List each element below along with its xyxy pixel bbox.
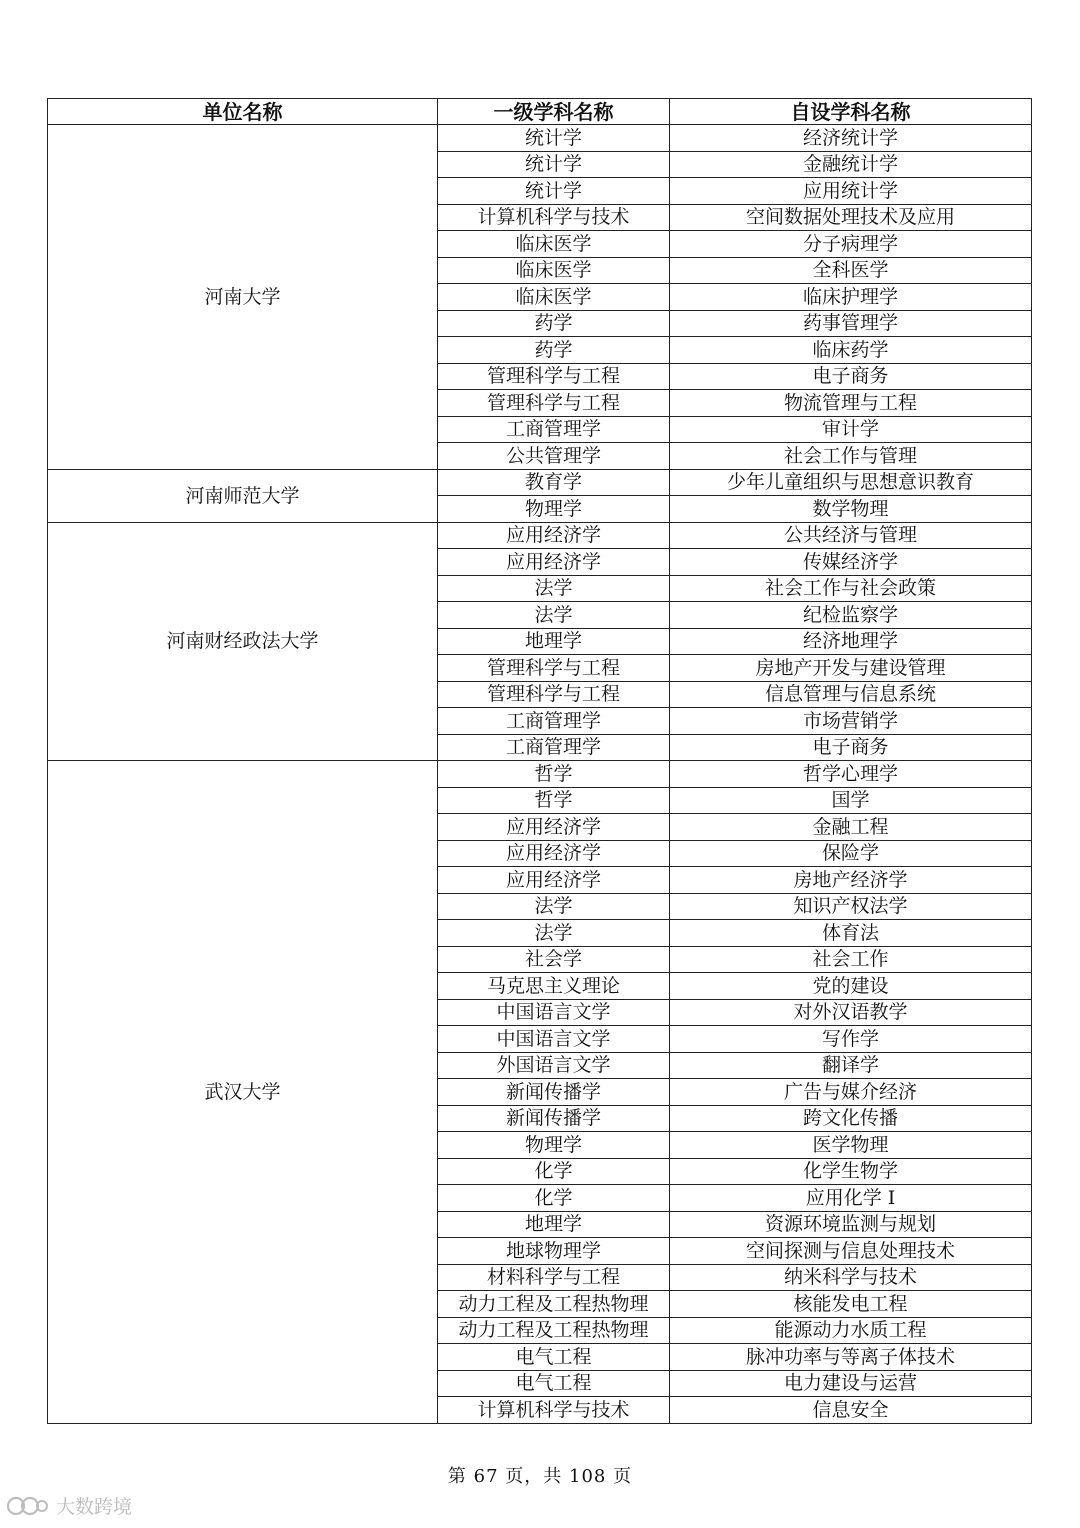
self-set-discipline-cell: 物流管理与工程 bbox=[670, 390, 1032, 417]
self-set-discipline-cell: 电子商务 bbox=[670, 734, 1032, 761]
first-level-discipline-cell: 物理学 bbox=[438, 496, 670, 523]
self-set-discipline-cell: 广告与媒介经济 bbox=[670, 1079, 1032, 1106]
header-row bbox=[48, 99, 1032, 125]
self-set-discipline-cell: 知识产权法学 bbox=[670, 893, 1032, 920]
self-set-discipline-cell: 国学 bbox=[670, 787, 1032, 814]
self-set-discipline-cell: 金融统计学 bbox=[670, 151, 1032, 178]
self-set-discipline-cell: 市场营销学 bbox=[670, 708, 1032, 735]
first-level-discipline-cell: 计算机科学与技术 bbox=[438, 1397, 670, 1424]
first-level-discipline-cell: 社会学 bbox=[438, 946, 670, 973]
first-level-discipline-cell: 统计学 bbox=[438, 178, 670, 205]
first-level-discipline-cell: 管理科学与工程 bbox=[438, 390, 670, 417]
first-level-discipline-cell: 外国语言文学 bbox=[438, 1052, 670, 1079]
unit-name-cell: 河南财经政法大学 bbox=[48, 522, 438, 761]
self-set-discipline-cell: 临床药学 bbox=[670, 337, 1032, 364]
table-row bbox=[48, 125, 1032, 152]
first-level-discipline-cell: 电气工程 bbox=[438, 1344, 670, 1371]
self-set-discipline-cell: 空间数据处理技术及应用 bbox=[670, 204, 1032, 231]
first-level-discipline-cell: 应用经济学 bbox=[438, 814, 670, 841]
first-level-discipline-cell: 应用经济学 bbox=[438, 522, 670, 549]
first-level-discipline-cell: 法学 bbox=[438, 602, 670, 629]
self-set-discipline-cell: 审计学 bbox=[670, 416, 1032, 443]
first-level-discipline-cell: 动力工程及工程热物理 bbox=[438, 1317, 670, 1344]
first-level-discipline-cell: 工商管理学 bbox=[438, 734, 670, 761]
self-set-discipline-cell: 脉冲功率与等离子体技术 bbox=[670, 1344, 1032, 1371]
first-level-discipline-cell: 化学 bbox=[438, 1185, 670, 1212]
first-level-discipline-cell: 统计学 bbox=[438, 151, 670, 178]
self-set-discipline-cell: 经济地理学 bbox=[670, 628, 1032, 655]
self-set-discipline-cell: 传媒经济学 bbox=[670, 549, 1032, 576]
header-first-level-discipline: 一级学科名称 bbox=[438, 99, 670, 125]
first-level-discipline-cell: 药学 bbox=[438, 337, 670, 364]
first-level-discipline-cell: 临床医学 bbox=[438, 257, 670, 284]
first-level-discipline-cell: 中国语言文学 bbox=[438, 999, 670, 1026]
first-level-discipline-cell: 地理学 bbox=[438, 628, 670, 655]
self-set-discipline-cell: 临床护理学 bbox=[670, 284, 1032, 311]
self-set-discipline-cell: 信息安全 bbox=[670, 1397, 1032, 1424]
self-set-discipline-cell: 医学物理 bbox=[670, 1132, 1032, 1159]
first-level-discipline-cell: 统计学 bbox=[438, 125, 670, 152]
first-level-discipline-cell: 地理学 bbox=[438, 1211, 670, 1238]
first-level-discipline-cell: 工商管理学 bbox=[438, 416, 670, 443]
unit-name-cell: 河南师范大学 bbox=[48, 469, 438, 522]
first-level-discipline-cell: 应用经济学 bbox=[438, 840, 670, 867]
self-set-discipline-cell: 应用统计学 bbox=[670, 178, 1032, 205]
table-row bbox=[48, 522, 1032, 549]
first-level-discipline-cell: 法学 bbox=[438, 893, 670, 920]
self-set-discipline-cell: 数学物理 bbox=[670, 496, 1032, 523]
first-level-discipline-cell: 新闻传播学 bbox=[438, 1105, 670, 1132]
self-set-discipline-cell: 资源环境监测与规划 bbox=[670, 1211, 1032, 1238]
header-self-set-discipline: 自设学科名称 bbox=[670, 99, 1032, 125]
self-set-discipline-cell: 翻译学 bbox=[670, 1052, 1032, 1079]
self-set-discipline-cell: 电子商务 bbox=[670, 363, 1032, 390]
first-level-discipline-cell: 临床医学 bbox=[438, 231, 670, 258]
first-level-discipline-cell: 动力工程及工程热物理 bbox=[438, 1291, 670, 1318]
self-set-discipline-cell: 全科医学 bbox=[670, 257, 1032, 284]
self-set-discipline-cell: 药事管理学 bbox=[670, 310, 1032, 337]
self-set-discipline-cell: 对外汉语教学 bbox=[670, 999, 1032, 1026]
watermark-text: 大数跨境 bbox=[56, 1496, 133, 1518]
table-body bbox=[48, 125, 1032, 1424]
page-footer: 第 67 页，共 108 页 bbox=[447, 1466, 633, 1487]
self-set-discipline-cell: 社会工作与管理 bbox=[670, 443, 1032, 470]
first-level-discipline-cell: 地球物理学 bbox=[438, 1238, 670, 1265]
first-level-discipline-cell: 电气工程 bbox=[438, 1370, 670, 1397]
first-level-discipline-cell: 化学 bbox=[438, 1158, 670, 1185]
self-set-discipline-cell: 化学生物学 bbox=[670, 1158, 1032, 1185]
self-set-discipline-cell: 房地产开发与建设管理 bbox=[670, 655, 1032, 682]
first-level-discipline-cell: 管理科学与工程 bbox=[438, 681, 670, 708]
first-level-discipline-cell: 材料科学与工程 bbox=[438, 1264, 670, 1291]
self-set-discipline-cell: 保险学 bbox=[670, 840, 1032, 867]
self-set-discipline-cell: 能源动力水质工程 bbox=[670, 1317, 1032, 1344]
self-set-discipline-cell: 哲学心理学 bbox=[670, 761, 1032, 788]
first-level-discipline-cell: 马克思主义理论 bbox=[438, 973, 670, 1000]
self-set-discipline-cell: 社会工作 bbox=[670, 946, 1032, 973]
self-set-discipline-cell: 跨文化传播 bbox=[670, 1105, 1032, 1132]
first-level-discipline-cell: 新闻传播学 bbox=[438, 1079, 670, 1106]
first-level-discipline-cell: 教育学 bbox=[438, 469, 670, 496]
self-set-discipline-cell: 少年儿童组织与思想意识教育 bbox=[670, 469, 1032, 496]
table-row bbox=[48, 469, 1032, 496]
header-unit: 单位名称 bbox=[48, 99, 438, 125]
first-level-discipline-cell: 管理科学与工程 bbox=[438, 363, 670, 390]
first-level-discipline-cell: 哲学 bbox=[438, 787, 670, 814]
self-set-discipline-cell: 纪检监察学 bbox=[670, 602, 1032, 629]
unit-name-cell: 武汉大学 bbox=[48, 761, 438, 1424]
first-level-discipline-cell: 工商管理学 bbox=[438, 708, 670, 735]
first-level-discipline-cell: 哲学 bbox=[438, 761, 670, 788]
self-set-discipline-cell: 体育法 bbox=[670, 920, 1032, 947]
self-set-discipline-cell: 金融工程 bbox=[670, 814, 1032, 841]
first-level-discipline-cell: 物理学 bbox=[438, 1132, 670, 1159]
self-set-discipline-cell: 经济统计学 bbox=[670, 125, 1032, 152]
first-level-discipline-cell: 法学 bbox=[438, 920, 670, 947]
self-set-discipline-cell: 社会工作与社会政策 bbox=[670, 575, 1032, 602]
self-set-discipline-cell: 公共经济与管理 bbox=[670, 522, 1032, 549]
first-level-discipline-cell: 应用经济学 bbox=[438, 549, 670, 576]
self-set-discipline-cell: 信息管理与信息系统 bbox=[670, 681, 1032, 708]
self-set-discipline-cell: 房地产经济学 bbox=[670, 867, 1032, 894]
self-set-discipline-cell: 空间探测与信息处理技术 bbox=[670, 1238, 1032, 1265]
self-set-discipline-cell: 应用化学 I bbox=[670, 1185, 1032, 1212]
self-set-discipline-cell: 核能发电工程 bbox=[670, 1291, 1032, 1318]
first-level-discipline-cell: 公共管理学 bbox=[438, 443, 670, 470]
first-level-discipline-cell: 中国语言文学 bbox=[438, 1026, 670, 1053]
subject-table bbox=[47, 98, 1032, 1424]
self-set-discipline-cell: 纳米科学与技术 bbox=[670, 1264, 1032, 1291]
first-level-discipline-cell: 法学 bbox=[438, 575, 670, 602]
self-set-discipline-cell: 分子病理学 bbox=[670, 231, 1032, 258]
watermark bbox=[6, 1492, 132, 1519]
first-level-discipline-cell: 应用经济学 bbox=[438, 867, 670, 894]
table-row bbox=[48, 761, 1032, 788]
first-level-discipline-cell: 药学 bbox=[438, 310, 670, 337]
self-set-discipline-cell: 写作学 bbox=[670, 1026, 1032, 1053]
dashuju-logo-icon bbox=[6, 1494, 50, 1518]
first-level-discipline-cell: 临床医学 bbox=[438, 284, 670, 311]
unit-name-cell: 河南大学 bbox=[48, 125, 438, 470]
first-level-discipline-cell: 管理科学与工程 bbox=[438, 655, 670, 682]
first-level-discipline-cell: 计算机科学与技术 bbox=[438, 204, 670, 231]
self-set-discipline-cell: 电力建设与运营 bbox=[670, 1370, 1032, 1397]
self-set-discipline-cell: 党的建设 bbox=[670, 973, 1032, 1000]
